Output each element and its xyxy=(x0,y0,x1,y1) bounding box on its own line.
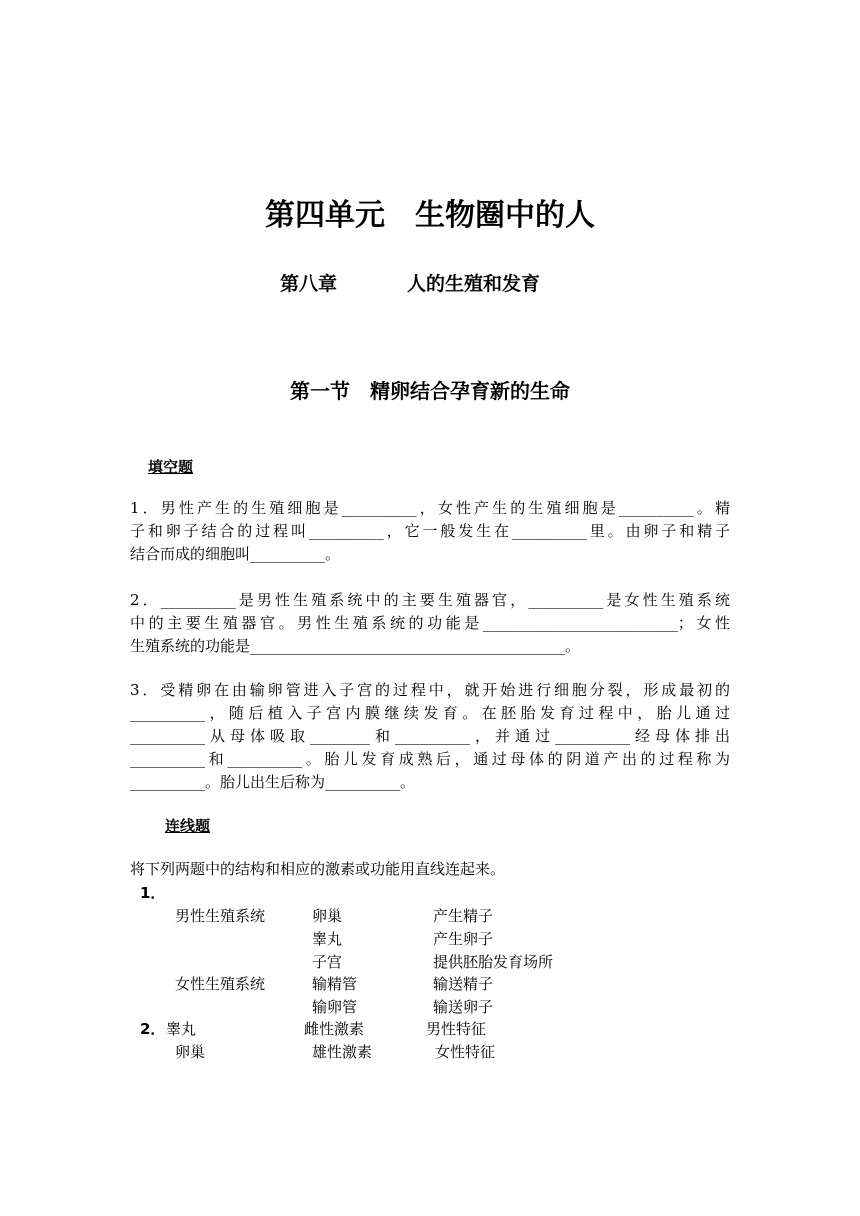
unit-title: 第四单元 生物圈中的人 xyxy=(265,198,595,233)
match-col-c: 提供胚胎发育场所 xyxy=(433,953,554,971)
section-title: 第一节 精卵结合孕育新的生命 xyxy=(290,379,570,403)
matching-q1-label: 1． xyxy=(140,884,166,902)
match-col-a: 卵巢 xyxy=(175,1043,206,1061)
matching-heading: 连线题 xyxy=(165,817,211,835)
match-col-a: 睾丸 xyxy=(166,1020,197,1038)
matching-instruction: 将下列两题中的结构和相应的激素或功能用直线连起来。 xyxy=(130,860,506,878)
match-col-c: 输送卵子 xyxy=(433,998,494,1016)
match-col-c: 男性特征 xyxy=(426,1020,487,1038)
chapter-heading xyxy=(280,269,540,296)
match-col-c: 产生精子 xyxy=(433,907,494,925)
chapter-label: 第八章 xyxy=(280,273,338,295)
match-col-b: 子宫 xyxy=(312,953,343,971)
question-3-line: 3．受精卵在由输卵管进入子宫的过程中，就开始进行细胞分裂，形成最初的 xyxy=(130,681,730,699)
question-2-line: 2．__________是男性生殖系统中的主要生殖器官，__________是女性生殖系统 xyxy=(130,591,730,609)
match-col-a: 女性生殖系统 xyxy=(175,975,266,993)
question-1-line: 子和卵子结合的过程叫__________，它一般发生在__________里。由卵子和精子 xyxy=(130,522,730,540)
question-3 xyxy=(130,679,730,794)
question-2-line: 中的主要生殖器官。男性生殖系统的功能是__________________________；女性 xyxy=(130,614,730,632)
matching-q2-label: 2． xyxy=(140,1020,166,1038)
question-3-line: __________从母体吸取________和__________，并通过__________经母体排出 xyxy=(130,727,730,745)
match-col-c: 女性特征 xyxy=(435,1043,496,1061)
match-col-b: 卵巢 xyxy=(312,907,343,925)
question-3-line: __________，随后植入子宫内膜继续发育。在胚胎发育过程中，胎儿通过 xyxy=(130,704,730,722)
fill-blank-heading: 填空题 xyxy=(148,458,194,476)
question-2-line: 生殖系统的功能是__________________________________________。 xyxy=(130,637,581,655)
match-col-b: 睾丸 xyxy=(312,930,343,948)
question-1-line: 1．男性产生的生殖细胞是__________，女性产生的生殖细胞是__________。精 xyxy=(130,499,730,517)
question-2 xyxy=(130,589,730,658)
question-1 xyxy=(130,497,730,566)
match-col-c: 输送精子 xyxy=(433,975,494,993)
match-col-c: 产生卵子 xyxy=(433,930,494,948)
match-col-b: 雌性激素 xyxy=(304,1020,365,1038)
match-col-a: 男性生殖系统 xyxy=(175,907,266,925)
match-col-b: 雄性激素 xyxy=(312,1043,373,1061)
match-col-b: 输卵管 xyxy=(312,998,358,1016)
match-col-b: 输精管 xyxy=(312,975,358,993)
chapter-title: 人的生殖和发育 xyxy=(407,273,541,295)
question-3-line: __________和__________。胎儿发育成熟后，通过母体的阴道产出的过程称为 xyxy=(130,750,730,768)
question-3-line: __________。胎儿出生后称为__________。 xyxy=(130,773,416,791)
question-1-line: 结合而成的细胞叫__________。 xyxy=(130,545,341,563)
